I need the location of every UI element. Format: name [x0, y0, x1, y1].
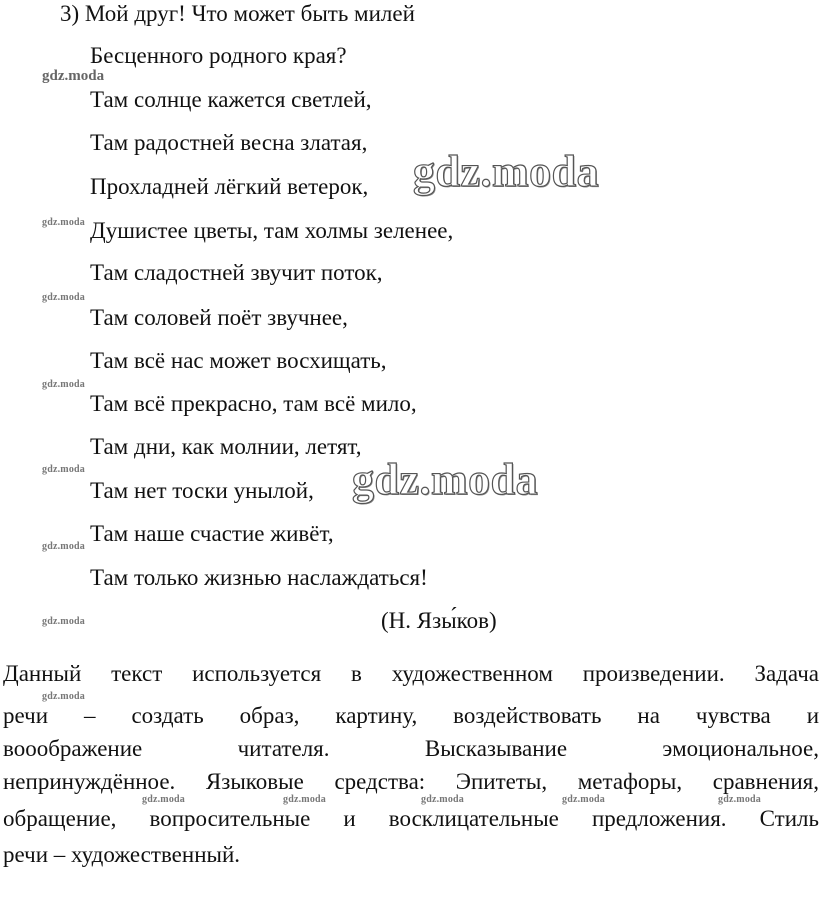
watermark-small-2: gdz.moda	[42, 292, 85, 303]
analysis-line-3: вооображение читателя. Высказывание эмоциональное,	[3, 736, 819, 761]
poem-line-1: 3) Мой друг! Что может быть милей	[60, 1, 415, 26]
poem-line-5: Прохладней лёгкий ветерок,	[90, 174, 369, 199]
watermark-small-5: gdz.moda	[42, 541, 85, 552]
poem-line-2: Бесценного родного края?	[90, 43, 347, 68]
poem-line-11: Там дни, как молнии, летят,	[90, 434, 362, 459]
poem-line-4: Там радостней весна златая,	[90, 130, 368, 155]
analysis-line-2: речи – создать образ, картину, воздействовать на чувства и	[3, 703, 819, 728]
poem-line-9: Там всё нас может восхищать,	[90, 348, 387, 373]
watermark-small-4: gdz.moda	[42, 464, 85, 475]
analysis-line-5: обращение, вопросительные и восклицательные предложения. Стиль	[3, 806, 819, 831]
analysis-line-1: Данный текст используется в художественном произведении. Задача	[3, 661, 819, 686]
poem-author: (Н. Язы́ков)	[381, 608, 497, 633]
watermark-small-12: gdz.moda	[718, 794, 761, 805]
watermark-large-2: gdz.moda	[352, 455, 539, 504]
watermark-small-7: gdz.moda	[42, 691, 85, 702]
watermark-small-10: gdz.moda	[421, 794, 464, 805]
watermark-large-1: gdz.moda	[413, 147, 600, 196]
poem-line-14: Там только жизнью наслаждаться!	[90, 565, 428, 590]
analysis-line-4: непринуждённое. Языковые средства: Эпитеты, метафоры, сравнения,	[3, 769, 819, 794]
poem-line-7: Там сладостней звучит поток,	[90, 260, 383, 285]
watermark-small-8: gdz.moda	[142, 794, 185, 805]
watermark-medium: gdz.moda	[42, 68, 105, 84]
watermark-small-3: gdz.moda	[42, 379, 85, 390]
poem-line-13: Там наше счастие живёт,	[90, 521, 334, 546]
analysis-line-6: речи – художественный.	[3, 842, 241, 867]
poem-line-3: Там солнце кажется светлей,	[90, 87, 372, 112]
watermark-small-6: gdz.moda	[42, 616, 85, 627]
watermark-small-1: gdz.moda	[42, 217, 85, 228]
poem-line-8: Там соловей поёт звучнее,	[90, 305, 348, 330]
poem-line-6: Душистее цветы, там холмы зеленее,	[90, 218, 454, 243]
watermark-small-9: gdz.moda	[283, 794, 326, 805]
poem-line-12: Там нет тоски унылой,	[90, 478, 314, 503]
poem-line-10: Там всё прекрасно, там всё мило,	[90, 391, 417, 416]
watermark-small-11: gdz.moda	[562, 794, 605, 805]
